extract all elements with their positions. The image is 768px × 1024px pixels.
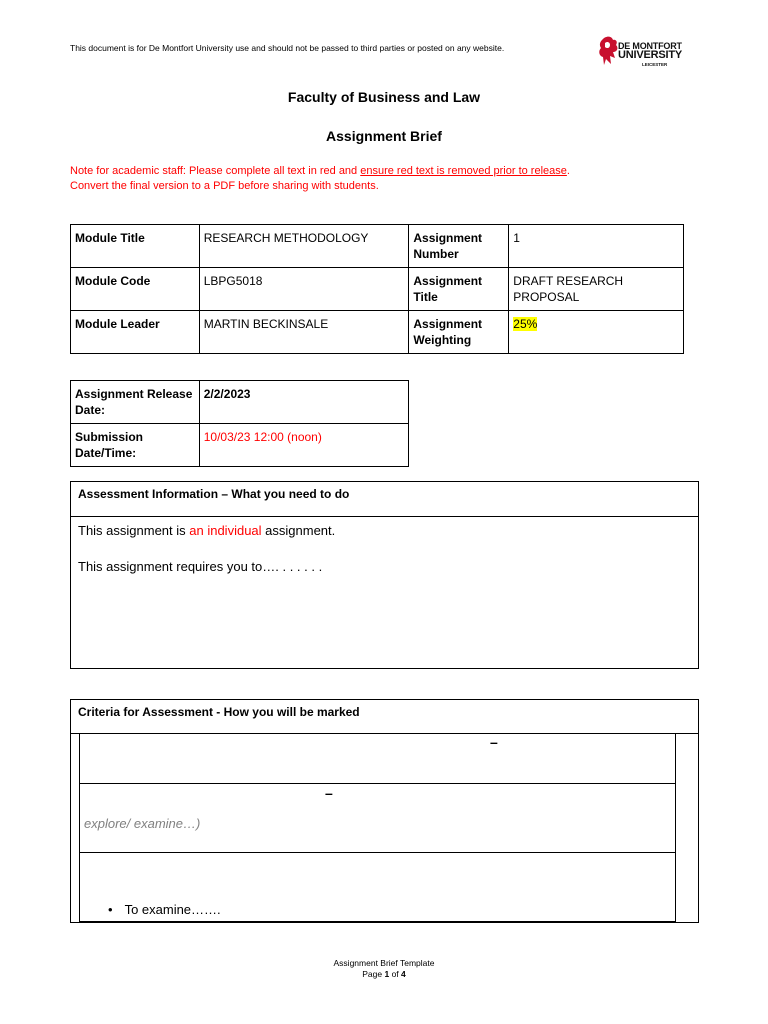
criteria-row (79, 783, 676, 853)
criteria-row (79, 733, 676, 784)
assignment-number-label: Assignment Number (409, 225, 509, 268)
module-code-value: LBPG5018 (199, 268, 409, 311)
table-row (71, 381, 409, 424)
module-title-value: RESEARCH METHODOLOGY (199, 225, 409, 268)
release-date-label: Assignment Release Date: (71, 381, 200, 424)
module-title-label: Module Title (71, 225, 200, 268)
staff-note-end: . (566, 165, 570, 177)
assessment-requirements-line: This assignment requires you to…. . . . . . . (78, 559, 323, 574)
assignment-title-value: DRAFT RESEARCH PROPOSAL (509, 268, 684, 311)
table-row (71, 424, 409, 467)
page-of: of (389, 969, 402, 979)
page-prefix: Page (362, 969, 385, 979)
assessment-type-pre: This assignment is (78, 523, 190, 538)
table-row (71, 225, 684, 268)
assignment-weighting-cell (509, 311, 684, 354)
assignment-weighting-value: 25% (513, 317, 538, 331)
staff-note-text: Note for academic staff: Please complete all text in red and (70, 165, 361, 177)
module-code-label: Module Code (71, 268, 200, 311)
assessment-type-red: an individual (189, 523, 262, 538)
university-logo (598, 34, 693, 70)
bullet-icon: • (108, 902, 113, 917)
staff-note-line-2: Convert the final version to a PDF before sharing with students. (70, 180, 379, 192)
table-row (71, 268, 684, 311)
release-date-value: 2/2/2023 (199, 381, 408, 424)
module-leader-value: MARTIN BECKINSALE (199, 311, 409, 354)
bullet-text: To examine……. (124, 902, 221, 917)
assignment-title-label: Assignment Title (409, 268, 509, 311)
logo-line-2: UNIVERSITY (618, 49, 683, 61)
staff-note-line-1 (70, 165, 570, 177)
logo-line-3: LEICESTER (642, 62, 668, 67)
criteria-dash: – (325, 785, 333, 801)
criteria-explore-text: explore/ examine…) (84, 816, 201, 831)
criteria-box (70, 699, 699, 923)
assessment-info-box (70, 481, 699, 669)
assignment-weighting-label: Assignment Weighting (409, 311, 509, 354)
assessment-type-line (78, 523, 335, 538)
submission-date-label: Submission Date/Time: (71, 424, 200, 467)
assignment-number-value: 1 (509, 225, 684, 268)
logo-line-1: DE MONTFORT (618, 41, 682, 51)
criteria-heading: Criteria for Assessment - How you will be marked (71, 700, 698, 734)
dates-table (70, 380, 409, 467)
page-total: 4 (401, 969, 406, 979)
list-item (108, 902, 221, 917)
module-leader-label: Module Leader (71, 311, 200, 354)
module-details-table (70, 224, 684, 354)
table-row (71, 311, 684, 354)
assessment-info-heading: Assessment Information – What you need to do (71, 482, 698, 517)
page-current: 1 (384, 969, 390, 979)
griffin-icon (598, 34, 620, 68)
footer-template-name: Assignment Brief Template (333, 958, 435, 968)
staff-note-underlined: ensure red text is removed prior to release (360, 165, 567, 177)
criteria-dash: – (490, 734, 498, 750)
faculty-title: Faculty of Business and Law (287, 89, 481, 105)
page-number (0, 969, 768, 979)
assessment-type-post: assignment. (261, 523, 336, 538)
submission-date-value: 10/03/23 12:00 (noon) (199, 424, 408, 467)
disclaimer-text: This document is for De Montfort University use and should not be passed to third parties or posted on any website. (70, 43, 505, 53)
criteria-row (79, 852, 676, 922)
document-title: Assignment Brief (326, 128, 442, 144)
